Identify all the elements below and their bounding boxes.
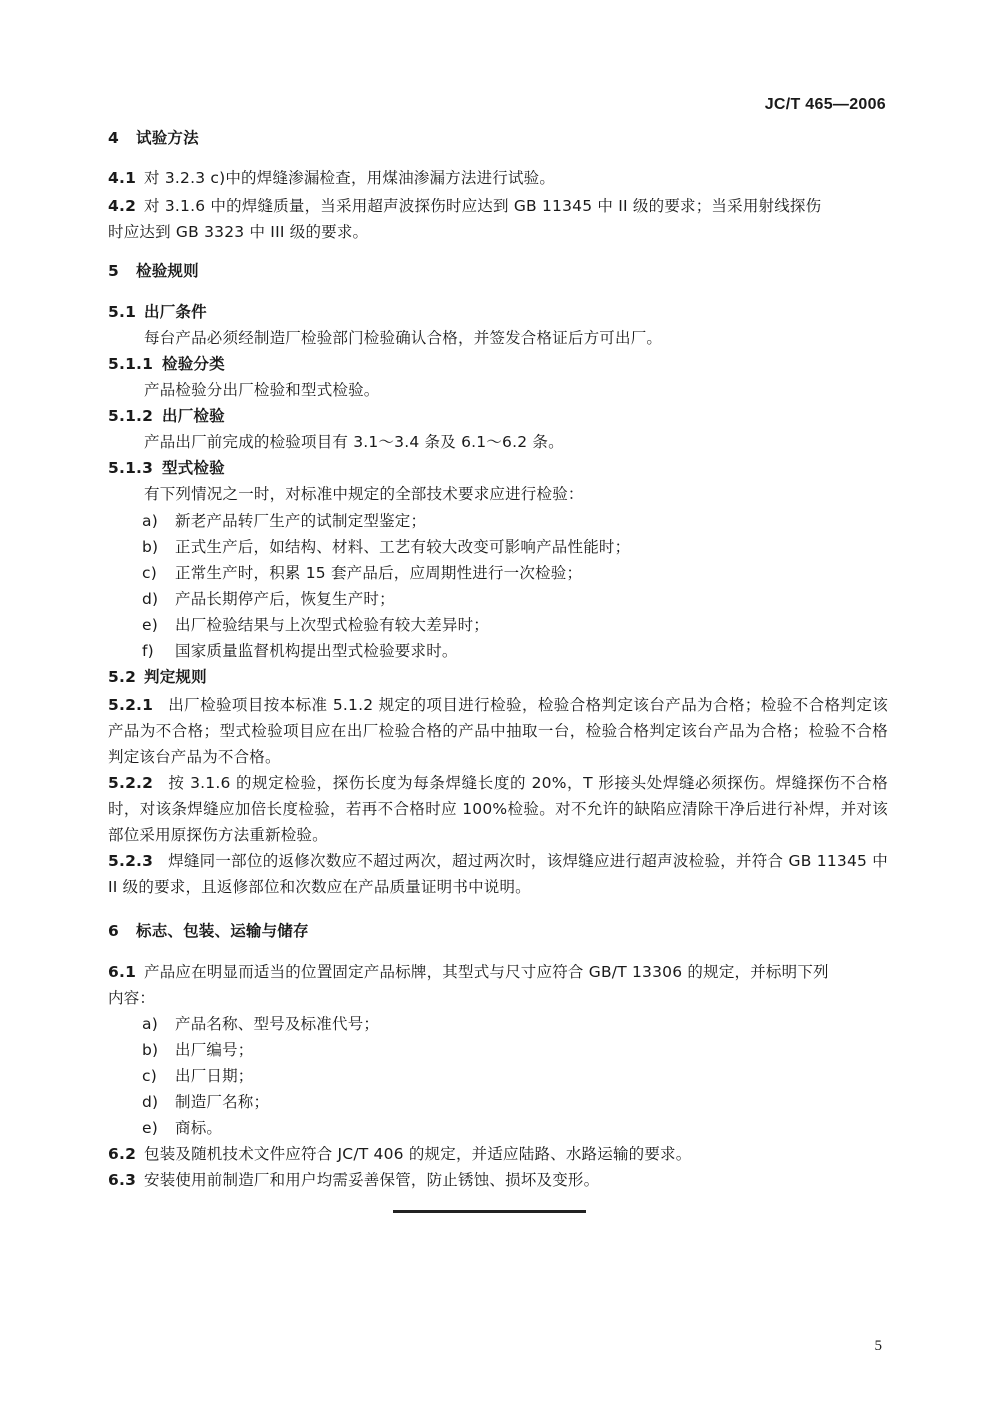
clause-5-1-3-intro: 有下列情况之一时，对标准中规定的全部技术要求应进行检验： bbox=[144, 485, 584, 503]
list-item bbox=[142, 615, 922, 635]
clause-5-2-3 bbox=[108, 848, 888, 900]
clause-5-1-text: 每台产品必须经制造厂检验部门检验确认合格，并签发合格证后方可出厂。 bbox=[144, 329, 663, 347]
section-number: 5 bbox=[108, 262, 119, 280]
clause-text: 出厂检验项目按本标准 5.1.2 规定的项目进行检验，检验合格判定该台产品为合格；检验不合格判定该产品为不合格；型式检验项目应在出厂检验合格的产品中抽取一台，检验合格判定该台产品为合格；检验不合格判定该台产品为不合格。 bbox=[108, 696, 888, 766]
list-item-text: 制造厂名称； bbox=[175, 1093, 270, 1111]
clause-title: 出厂条件 bbox=[144, 303, 207, 321]
clause-6-1-continued: 内容： bbox=[108, 989, 156, 1007]
list-item-text: 国家质量监督机构提出型式检验要求时。 bbox=[175, 642, 458, 660]
list-item-label: e) bbox=[142, 616, 158, 634]
section-number: 4 bbox=[108, 129, 119, 147]
list-item-label: c) bbox=[142, 564, 157, 582]
clause-6-2 bbox=[108, 1144, 888, 1164]
list-item bbox=[142, 1014, 922, 1034]
clause-title: 出厂检验 bbox=[162, 407, 225, 425]
clause-number: 5.1.3 bbox=[108, 459, 154, 477]
list-item-label: c) bbox=[142, 1067, 157, 1085]
clause-number: 6.3 bbox=[108, 1171, 137, 1189]
clause-title: 型式检验 bbox=[162, 459, 225, 477]
clause-title: 判定规则 bbox=[144, 668, 207, 686]
list-item-text: 产品名称、型号及标准代号； bbox=[175, 1015, 380, 1033]
clause-text: 焊缝同一部位的返修次数应不超过两次，超过两次时，该焊缝应进行超声波检验，并符合 GB 11345 中 II 级的要求，且返修部位和次数应在产品质量证明书中说明。 bbox=[108, 852, 888, 896]
clause-number: 5.2.3 bbox=[108, 852, 154, 870]
clause-5-1-1-text: 产品检验分出厂检验和型式检验。 bbox=[144, 381, 380, 399]
list-item-label: e) bbox=[142, 1119, 158, 1137]
clause-4-1 bbox=[108, 168, 888, 188]
list-item-label: a) bbox=[142, 1015, 158, 1033]
end-of-document-rule bbox=[393, 1210, 586, 1213]
clause-number: 4.2 bbox=[108, 197, 137, 215]
clause-5-1-heading bbox=[108, 302, 888, 322]
list-item-text: 商标。 bbox=[175, 1119, 223, 1137]
list-item-text: 出厂编号； bbox=[175, 1041, 254, 1059]
section-6-heading bbox=[108, 921, 888, 941]
list-item-text: 新老产品转厂生产的试制定型鉴定； bbox=[175, 512, 427, 530]
clause-number: 5.2.1 bbox=[108, 696, 154, 714]
section-title: 试验方法 bbox=[136, 129, 199, 147]
section-5-heading bbox=[108, 261, 888, 281]
list-item bbox=[142, 589, 922, 609]
list-item-text: 正常生产时，积累 15 套产品后，应周期性进行一次检验； bbox=[175, 564, 583, 582]
list-item bbox=[142, 641, 922, 661]
clause-number: 5.2.2 bbox=[108, 774, 154, 792]
section-title: 检验规则 bbox=[136, 262, 199, 280]
clause-number: 5.2 bbox=[108, 668, 137, 686]
clause-6-3 bbox=[108, 1170, 888, 1190]
list-item bbox=[142, 563, 922, 583]
list-item-label: a) bbox=[142, 512, 158, 530]
list-item-label: b) bbox=[142, 1041, 159, 1059]
clause-title: 检验分类 bbox=[162, 355, 225, 373]
list-item-label: b) bbox=[142, 538, 159, 556]
clause-text: 按 3.1.6 的规定检验，探伤长度为每条焊缝长度的 20%，T 形接头处焊缝必须探伤。焊缝探伤不合格时，对该条焊缝应加倍长度检验，若再不合格时应 100%检验。对不允许的缺陷应清除干净后进行补焊，并对该部位采用原探伤方法重新检验。 bbox=[108, 774, 888, 844]
list-item-text: 出厂检验结果与上次型式检验有较大差异时； bbox=[175, 616, 490, 634]
clause-5-2-1 bbox=[108, 692, 888, 770]
clause-text: 包装及随机技术文件应符合 JC/T 406 的规定，并适应陆路、水路运输的要求。 bbox=[144, 1145, 692, 1163]
clause-text: 对 3.1.6 中的焊缝质量，当采用超声波探伤时应达到 GB 11345 中 II 级的要求；当采用射线探伤 bbox=[144, 197, 822, 215]
clause-4-2-continued: 时应达到 GB 3323 中 III 级的要求。 bbox=[108, 223, 369, 241]
section-4-heading bbox=[108, 128, 888, 148]
clause-5-1-1-heading bbox=[108, 354, 888, 374]
clause-number: 6.2 bbox=[108, 1145, 137, 1163]
clause-text: 对 3.2.3 c)中的焊缝渗漏检查，用煤油渗漏方法进行试验。 bbox=[144, 169, 556, 187]
clause-5-2-heading bbox=[108, 667, 888, 687]
clause-4-2 bbox=[108, 196, 888, 216]
list-item-label: d) bbox=[142, 1093, 159, 1111]
clause-number: 5.1 bbox=[108, 303, 137, 321]
list-item-label: f) bbox=[142, 642, 154, 660]
standard-code: JC/T 465—2006 bbox=[764, 96, 886, 113]
list-item bbox=[142, 1118, 922, 1138]
clause-6-1 bbox=[108, 962, 888, 982]
page-number: 5 bbox=[874, 1338, 882, 1354]
clause-5-2-2 bbox=[108, 770, 888, 848]
list-item-label: d) bbox=[142, 590, 159, 608]
list-item-text: 产品长期停产后，恢复生产时； bbox=[175, 590, 395, 608]
clause-5-1-3-heading bbox=[108, 458, 888, 478]
list-item bbox=[142, 1040, 922, 1060]
section-number: 6 bbox=[108, 922, 119, 940]
section-title: 标志、包装、运输与储存 bbox=[136, 922, 309, 940]
list-item-text: 正式生产后，如结构、材料、工艺有较大改变可影响产品性能时； bbox=[175, 538, 631, 556]
list-item-text: 出厂日期； bbox=[175, 1067, 254, 1085]
clause-number: 5.1.2 bbox=[108, 407, 154, 425]
clause-5-1-2-heading bbox=[108, 406, 888, 426]
clause-number: 6.1 bbox=[108, 963, 137, 981]
clause-number: 5.1.1 bbox=[108, 355, 154, 373]
list-item bbox=[142, 511, 922, 531]
list-item bbox=[142, 537, 922, 557]
list-item bbox=[142, 1092, 922, 1112]
clause-text: 安装使用前制造厂和用户均需妥善保管，防止锈蚀、损坏及变形。 bbox=[144, 1171, 600, 1189]
clause-text: 产品应在明显而适当的位置固定产品标牌，其型式与尺寸应符合 GB/T 13306 的规定，并标明下列 bbox=[144, 963, 829, 981]
clause-5-1-2-text: 产品出厂前完成的检验项目有 3.1～3.4 条及 6.1～6.2 条。 bbox=[144, 433, 564, 451]
list-item bbox=[142, 1066, 922, 1086]
clause-number: 4.1 bbox=[108, 169, 137, 187]
